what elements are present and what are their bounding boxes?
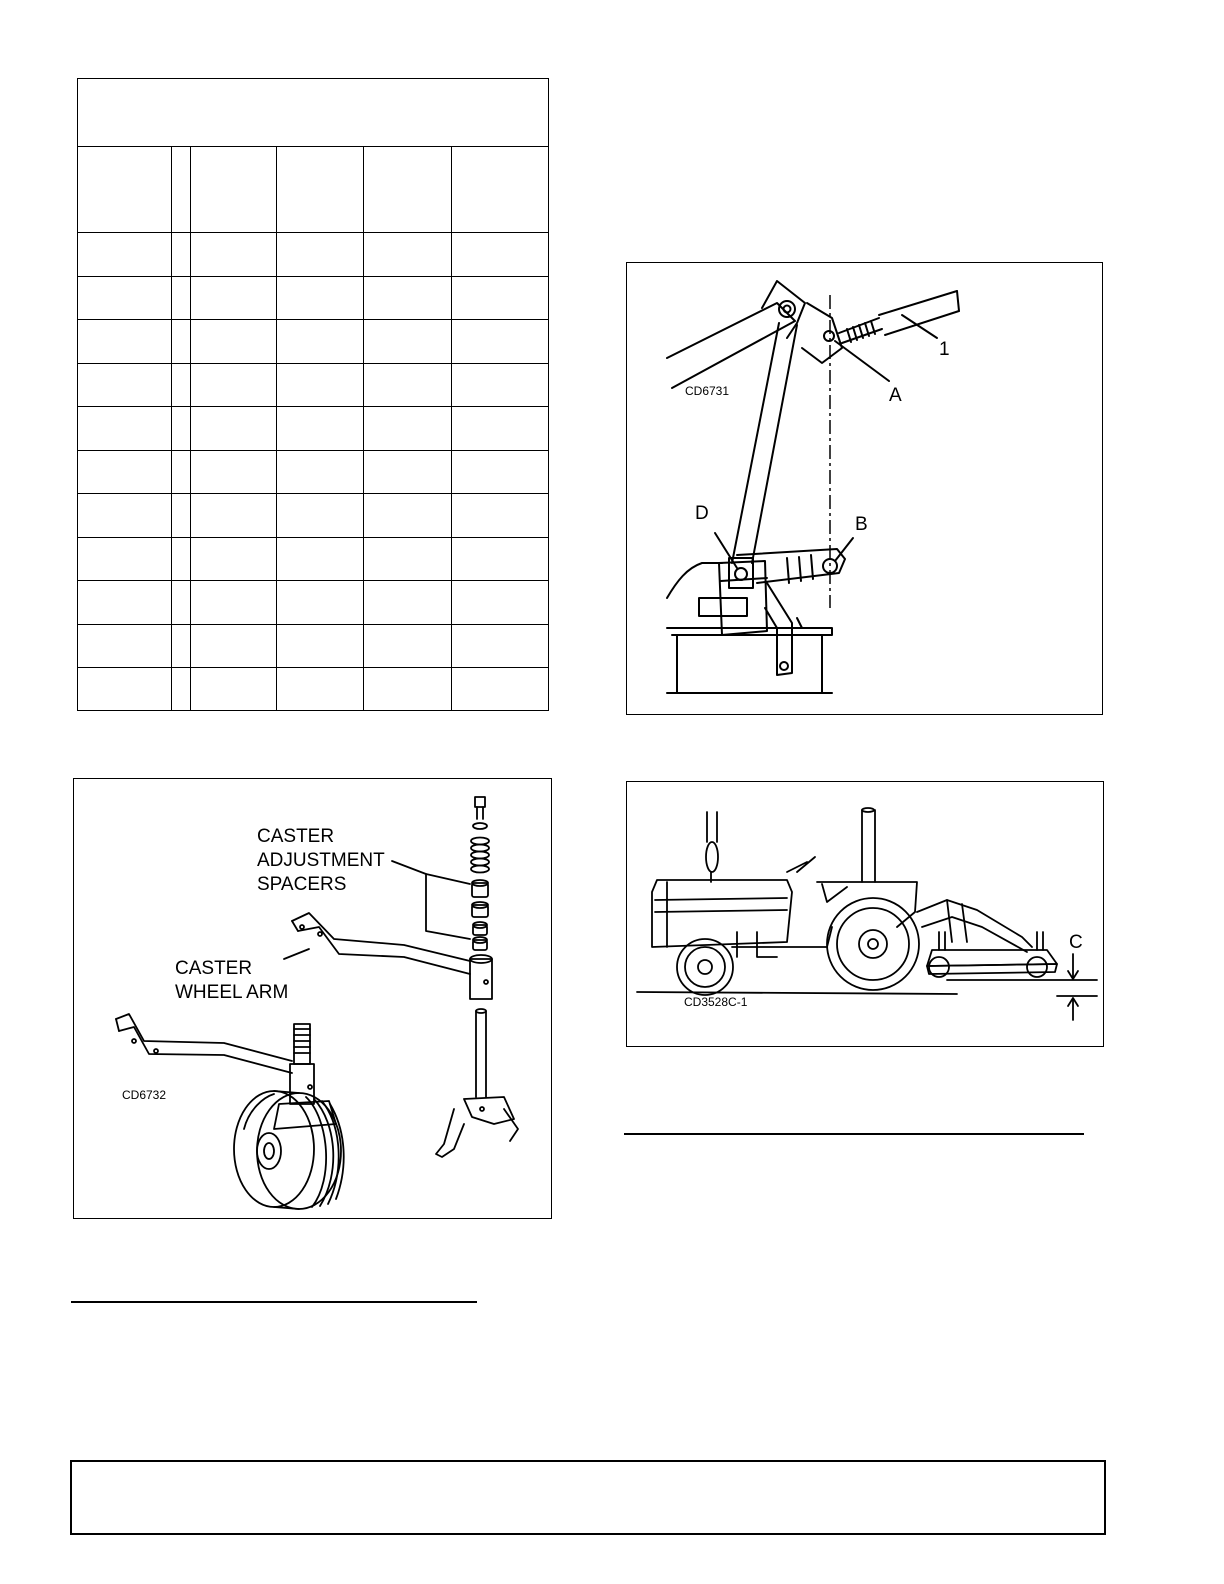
section-divider-right [624,1133,1084,1135]
caster-figure [73,778,552,1219]
callout-1: 1 [939,339,950,360]
tractor-figure [626,781,1104,1047]
linkage-drawing [627,263,1103,715]
table-row-divider [78,406,548,407]
footer-box [70,1460,1106,1535]
table-row-divider [78,232,548,233]
caster-spacers-label-line3: SPACERS [257,874,347,895]
linkage-figure [626,262,1103,715]
caster-spacers-label-line1: CASTER [257,826,335,847]
table-row-divider [78,624,548,625]
table-row-divider [78,667,548,668]
section-divider-left [71,1301,477,1303]
linkage-figure-code: CD6731 [685,384,730,398]
table-row-divider [78,319,548,320]
tractor-figure-code: CD3528C-1 [684,995,748,1009]
caster-drawing [74,779,552,1219]
callout-a: A [889,385,902,406]
caster-spacers-label-line2: ADJUSTMENT [257,850,385,871]
spec-table-header [78,79,548,147]
table-row-divider [78,450,548,451]
callout-b: B [855,514,868,535]
caster-arm-label-line1: CASTER [175,958,253,979]
tractor-drawing [627,782,1104,1047]
table-row-divider [78,493,548,494]
table-row-divider [78,276,548,277]
callout-c: C [1069,932,1083,953]
table-row-divider [78,580,548,581]
spec-table [77,78,549,711]
caster-arm-label-line2: WHEEL ARM [175,982,289,1003]
caster-figure-code: CD6732 [122,1088,167,1102]
callout-d: D [695,503,709,524]
table-row-divider [78,363,548,364]
table-row-divider [78,537,548,538]
